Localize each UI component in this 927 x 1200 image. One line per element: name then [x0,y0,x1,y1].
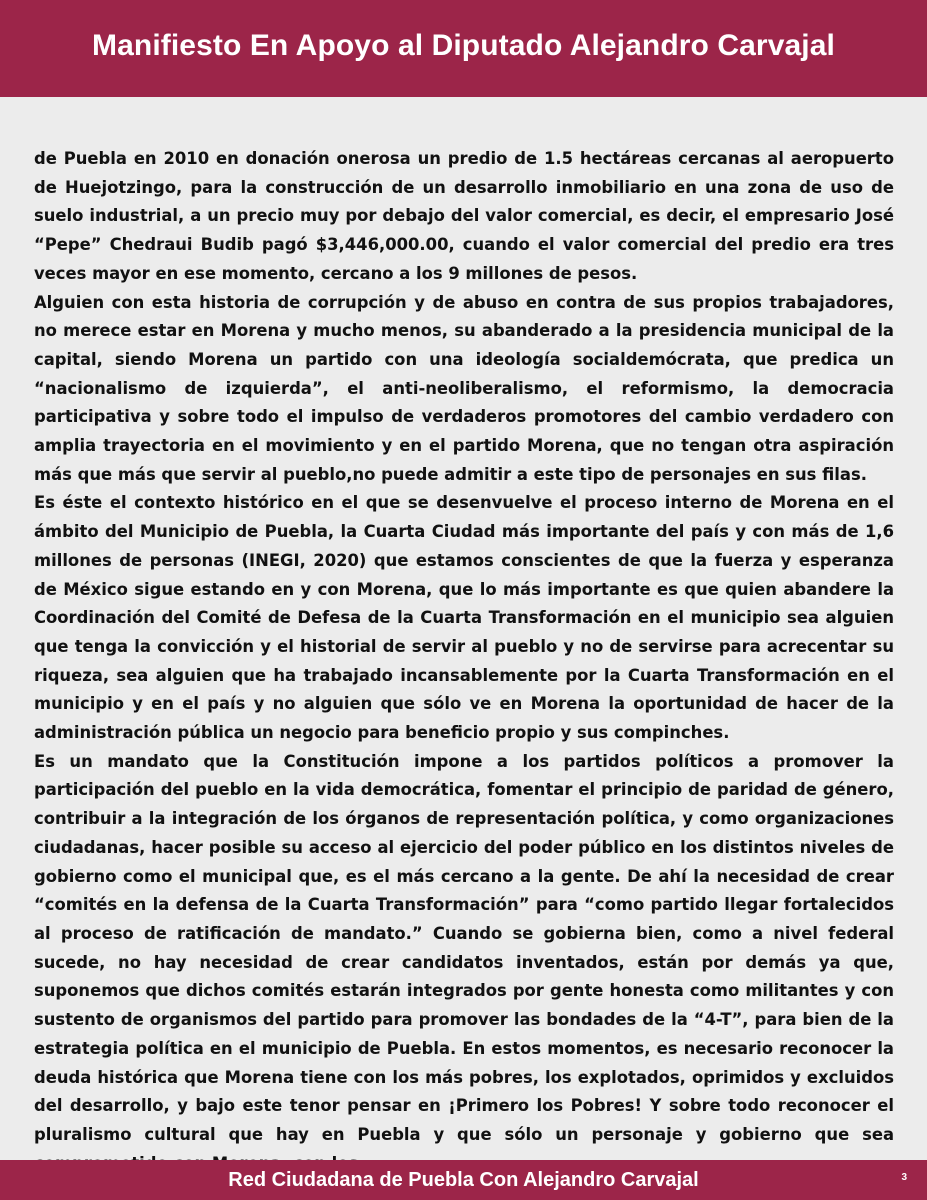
document-body [34,145,894,1178]
paragraph: Alguien con esta historia de corrupción y de abuso en contra de sus propios trabajadores, no merece estar en Morena y mucho menos, su abanderado a la presidencia municipal de la capital, siendo Morena un partido con una ideología socialdemócrata, que predica un “nacionalismo de izquierda”, el anti-neoliberalismo, el reformismo, la democracia participativa y sobre todo el impulso de verdaderos promotores del cambio verdadero con amplia trayectoria en el movimiento y en el partido Morena, que no tengan otra aspiración más que más que servir al pueblo,no puede admitir a este tipo de personajes en sus filas. [34,292,894,484]
page-footer [0,1160,927,1200]
paragraph: Es un mandato que la Constitución impone a los partidos políticos a promover la participación del pueblo en la vida democrática, fomentar el principio de paridad de género, contribuir a la integración de los órganos de representación política, y como organizaciones ciudadanas, hacer posible su acceso al ejercicio del poder público en los distintos niveles de gobierno como el municipal que, es el más cercano a la gente. De ahí la necesidad de crear “comités en la defensa de la Cuarta Transformación” para “como partido llegar fortalecidos al proceso de ratificación de mandato.” Cuando se gobierna bien, como a nivel federal sucede, no hay necesidad de crear candidatos inventados, están por demás ya que, suponemos que dichos comités estarán integrados por gente honesta como militantes y con sustento de organismos del partido para promover las bondades de la “4-T”, para bien de la estrategia política en el municipio de Puebla. En estos momentos, es necesario reconocer la deuda histórica que Morena tiene con los más pobres, los explotados, oprimidos y excluidos del desarrollo, y bajo este tenor pensar en ¡Primero los Pobres! Y sobre todo reconocer el pluralismo cultural que hay en Puebla y que sólo un personaje y gobierno que sea [34,751,894,1144]
paragraph: Es éste el contexto histórico en el que se desenvuelve el proceso interno de Morena en el ámbito del Municipio de Puebla, la Cuarta Ciudad más importante del país y con más de 1,6 millones de personas (INEGI, 2020) que estamos conscientes de que la fuerza y esperanza de México sigue estando en y con Morena, que lo más importante es que quien abandere la Coordinación del Comité de Defesa de la Cuarta Transformación en el municipio sea alguien que tenga la convicción y el historial de servir al pueblo y no de servirse para acrecentar su riqueza, sea alguien que ha trabajado incansablemente por la Cuarta Transformación en el municipio y en el país y no alguien que sólo ve en Morena la oportunidad de hacer de la administración pública un negocio para beneficio propio y sus compinches. [34,493,894,743]
page-header [0,0,927,97]
header-title: Manifiesto En Apoyo al Diputado Alejandro Carvajal [92,28,835,62]
footer-title: Red Ciudadana de Puebla Con Alejandro Carvajal [228,1169,699,1191]
paragraph: de Puebla en 2010 en donación onerosa un predio de 1.5 hectáreas cercanas al aeropuerto de Huejotzingo, para la construcción de un desarrollo inmobiliario en una zona de uso de suelo industrial, a un precio muy por debajo del valor comercial, es decir, el empresario José “Pepe” Chedraui Budib pagó $3,446,000.00, cuando el valor comercial del predio era tres veces mayor en ese momento, cercano a los 9 millones de pesos. [34,149,894,283]
page-number: 3 [901,1172,907,1183]
